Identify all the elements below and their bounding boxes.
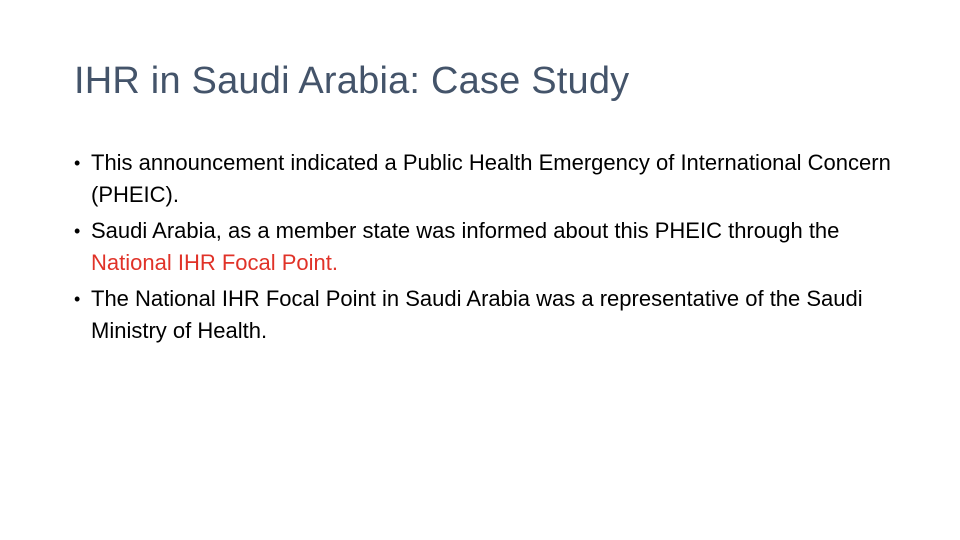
bullet-text: Saudi Arabia, as a member state was informed about this PHEIC through the <box>91 218 840 243</box>
bullet-list <box>74 147 894 351</box>
bullet-text: This announcement indicated a Public Health Emergency of International Concern (PHEIC). <box>91 150 891 207</box>
bullet-dot-icon: • <box>74 153 81 173</box>
bullet-item <box>74 283 894 347</box>
slide-title: IHR in Saudi Arabia: Case Study <box>74 60 630 102</box>
bullet-item <box>74 147 894 211</box>
bullet-item <box>74 215 894 279</box>
highlighted-text: National IHR Focal Point. <box>91 250 338 275</box>
bullet-dot-icon: • <box>74 221 81 241</box>
bullet-text: The National IHR Focal Point in Saudi Arabia was a representative of the Saudi Ministry of Health. <box>91 286 863 343</box>
bullet-dot-icon: • <box>74 289 81 309</box>
